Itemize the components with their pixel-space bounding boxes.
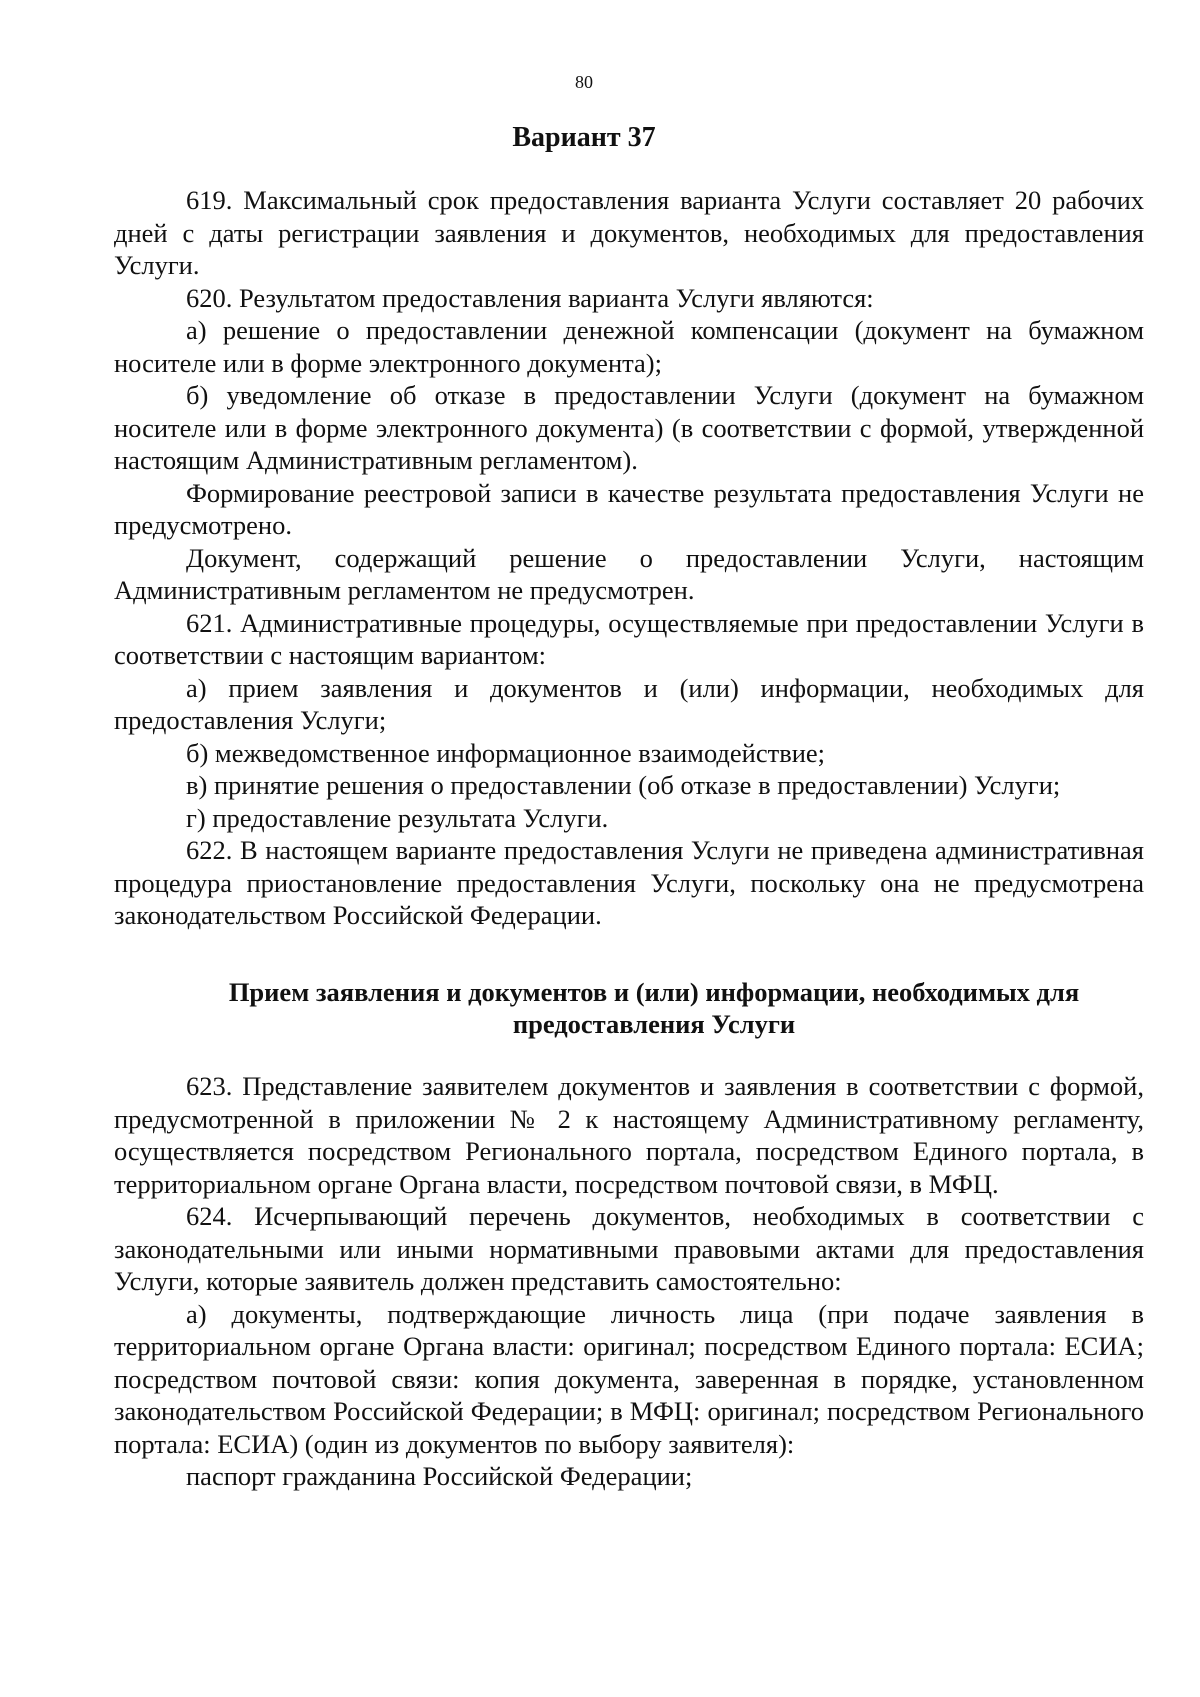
paragraph-passport: паспорт гражданина Российской Федерации; xyxy=(186,1461,693,1491)
paragraph-registry-record: Формирование реестровой записи в качестве результата предоставления Услуги не предусмотрено. xyxy=(114,477,1144,540)
paragraph-620-b: б) уведомление об отказе в предоставлении Услуги (документ на бумажном носителе или в форме электронного документа) (в соответствии с формой, утвержденной настоящим Административным регламентом). xyxy=(114,380,1144,475)
paragraph-621-b: б) межведомственное информационное взаимодействие; xyxy=(186,737,826,768)
paragraph-decision-document: Документ, содержащий решение о предоставлении Услуги, настоящим Административным регламентом не предусмотрен. xyxy=(114,542,1144,605)
page-number: 80 xyxy=(575,72,593,92)
paragraph-620-a: а) решение о предоставлении денежной компенсации (документ на бумажном носителе или в форме электронного документа); xyxy=(114,315,1144,378)
paragraph-621-v: в) принятие решения о предоставлении (об отказе в предоставлении) Услуги; xyxy=(186,770,1061,800)
body-block-2 xyxy=(114,1070,1144,1493)
paragraph-622: 622. В настоящем варианте предоставления Услуги не приведена административная процедура приостановление предоставления Услуги, поскольку она не предусмотрена законодательством Российской Федерации. xyxy=(114,835,1144,930)
section-title: Прием заявления и документов и (или) информации, необходимых для предоставления Услуги xyxy=(228,977,1080,1039)
paragraph-624-a: а) документы, подтверждающие личность лица (при подаче заявления в территориальном органе Органа власти: оригинал; посредством Единого портала: ЕСИА; посредством почтовой связи: копия документа, заверенная в порядке, установленном законодательством Российской Федерации; в МФЦ: оригинал; посредством Регионального портала: ЕСИА) (один из документов по выбору заявителя): xyxy=(114,1298,1144,1459)
paragraph-621: 621. Административные процедуры, осуществляемые при предоставлении Услуги в соответствии с настоящим вариантом: xyxy=(114,607,1144,670)
paragraph-621-a: а) прием заявления и документов и (или) информации, необходимых для предоставления Услуги; xyxy=(114,672,1144,735)
paragraph-620: 620. Результатом предоставления варианта Услуги являются: xyxy=(186,282,874,313)
paragraph-623: 623. Представление заявителем документов и заявления в соответствии с формой, предусмотренной в приложении № 2 к настоящему Административному регламенту, осуществляется посредством Регионального портала, посредством Единого портала, в территориальном органе Органа власти, посредством почтовой связи, в МФЦ. xyxy=(114,1071,1144,1199)
paragraph-619: 619. Максимальный срок предоставления варианта Услуги составляет 20 рабочих дней с даты регистрации заявления и документов, необходимых для предоставления Услуги. xyxy=(114,185,1144,280)
paragraph-621-g: г) предоставление результата Услуги. xyxy=(186,802,609,833)
body-block-1 xyxy=(114,184,1144,932)
variant-title: Вариант 37 xyxy=(512,122,656,153)
paragraph-624: 624. Исчерпывающий перечень документов, необходимых в соответствии с законодательными или иными нормативными правовыми актами для предоставления Услуги, которые заявитель должен представить самостоятельно: xyxy=(114,1201,1144,1296)
